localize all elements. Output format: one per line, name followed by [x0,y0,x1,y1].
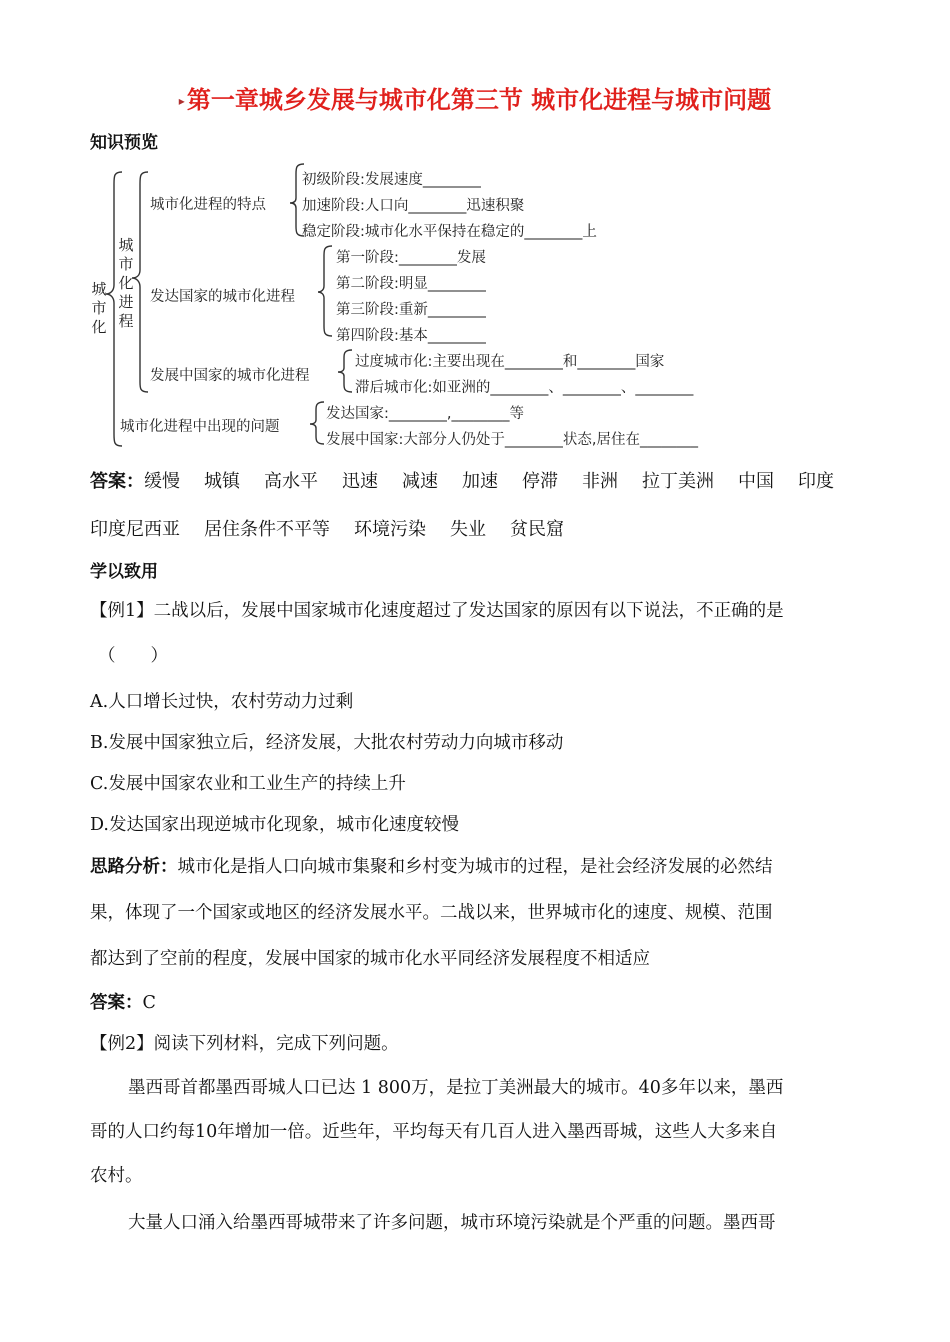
answer-word: 缓慢 [144,471,180,492]
example2-para2-line-1: 大量人口涌入给墨西哥城带来了许多问题，城市环境污染就是个严重的问题。墨西哥 [128,1213,776,1233]
answer-word: 迅速 [342,471,378,492]
answer-word: 环境污染 [354,519,426,540]
answer-word: 拉丁美洲 [642,471,714,492]
example1-option-b: B.发展中国家独立后，经济发展，大批农村劳动力向城市移动 [90,733,564,753]
answer-word: 贫民窟 [510,519,564,540]
page-title [0,80,950,115]
features-item: 初级阶段:发展速度________ [302,172,481,188]
analysis-label: 思路分析： [90,857,178,877]
apply-heading: 学以致用 [90,562,158,582]
problems-item: 发达国家:________,________等 [326,406,524,422]
developed-item: 第二阶段:明显________ [336,276,486,292]
answer-word: 居住条件不平等 [204,519,330,540]
answer-word: 停滞 [522,471,558,492]
example1-analysis-line-1 [90,853,773,878]
answer-word: 中国 [738,471,774,492]
example1-analysis-line-3: 都达到了空前的程度，发展中国家的城市化水平同经济发展程度不相适应 [90,949,650,969]
example1-answer [90,989,156,1014]
answers-line-1 [90,467,858,493]
example2-para1-line-2: 哥的人口约每10年增加一倍。近些年，平均每天有几百人进入墨西哥城，这些人大多来自 [90,1122,778,1142]
title-bullet-icon: ▸ [178,94,185,108]
developing-item: 过度城市化:主要出现在________和________国家 [355,354,665,370]
example2-stem: 【例2】阅读下列材料，完成下列问题。 [90,1034,399,1054]
developed-item: 第一阶段:________发展 [336,250,486,266]
developing-item: 滞后城市化:如亚洲的________、________、________ [355,380,694,396]
answer-value: C [142,993,156,1013]
developed-item: 第三阶段:重新________ [336,302,486,318]
answer-word: 减速 [402,471,438,492]
diagram-branch-label: 城市化进程 [118,236,134,330]
answers-line-2 [90,515,588,541]
developed-item: 第四阶段:基本________ [336,328,486,344]
example2-para1-line-3: 农村。 [90,1166,143,1186]
example1-answer-blank: （ ） [98,646,168,666]
features-item: 稳定阶段:城市化水平保持在稳定的________上 [302,224,597,240]
example2-para1-line-1: 墨西哥首都墨西哥城人口已达 1 800万，是拉丁美洲最大的城市。40多年以来，墨西 [128,1078,784,1098]
answer-word: 加速 [462,471,498,492]
developed-label: 发达国家的城市化进程 [150,289,295,305]
answer-word: 失业 [450,519,486,540]
problems-label: 城市化进程中出现的问题 [120,419,280,435]
example1-analysis-line-2: 果，体现了一个国家或地区的经济发展水平。二战以来，世界城市化的速度、规模、范围 [90,903,773,923]
features-label: 城市化进程的特点 [150,197,266,213]
example1-stem: 【例1】二战以后，发展中国家城市化速度超过了发达国家的原因有以下说法，不正确的是 [90,601,784,621]
answer-word: 印度 [798,471,834,492]
answer-word: 高水平 [264,471,318,492]
title-text: 第一章城乡发展与城市化第三节 城市化进程与城市问题 [186,86,772,114]
answer-word: 印度尼西亚 [90,519,180,540]
answers-label: 答案： [90,471,144,492]
example1-option-c: C.发展中国家农业和工业生产的持续上升 [90,774,406,794]
example1-option-a: A.人口增长过快，农村劳动力过剩 [90,692,354,712]
features-item: 加速阶段:人口向________迅速积聚 [302,198,525,214]
answer-word: 城镇 [204,471,240,492]
answer-word: 非洲 [582,471,618,492]
developing-label: 发展中国家的城市化进程 [150,368,310,384]
answer-label: 答案： [90,993,143,1013]
preview-heading: 知识预览 [90,133,158,153]
example1-option-d: D.发达国家出现逆城市化现象，城市化速度较慢 [90,815,459,835]
problems-item: 发展中国家:大部分人仍处于________状态,居住在________ [326,432,698,448]
analysis-text: 城市化是指人口向城市集聚和乡村变为城市的过程，是社会经济发展的必然结 [177,857,773,877]
diagram-root-label: 城市化 [91,280,107,336]
